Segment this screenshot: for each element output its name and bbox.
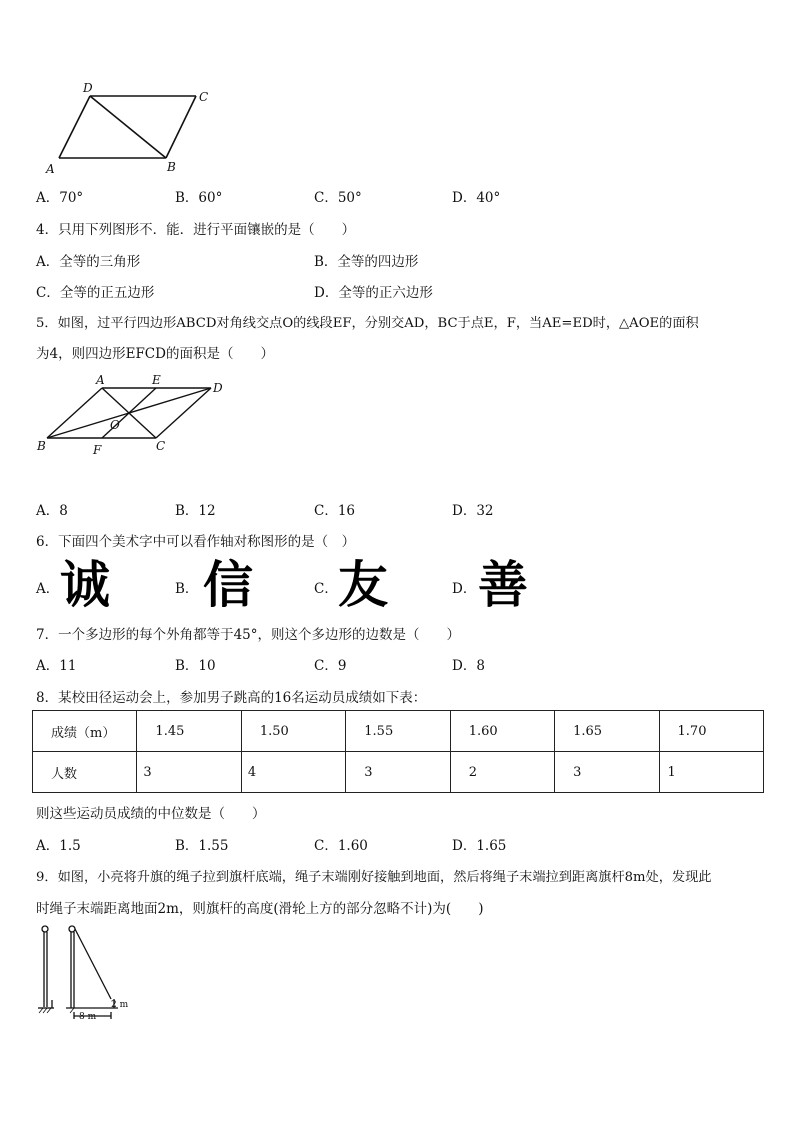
q6-char-b[interactable]: 信 [203, 556, 253, 614]
q6-char-a[interactable]: 诚 [60, 556, 110, 614]
q3-option-b[interactable]: B．60° [175, 190, 223, 206]
q6-char-c[interactable]: 友 [338, 556, 388, 614]
table-row [33, 711, 764, 752]
vertex-c-label: C [199, 90, 209, 104]
q5-option-b[interactable]: B．12 [175, 503, 216, 519]
q5-option-d[interactable]: D．32 [452, 503, 494, 519]
flagpole-figure [36, 920, 136, 1024]
q7-option-d[interactable]: D．8 [452, 658, 485, 674]
table-header-cell: 人数 [33, 752, 137, 793]
q7-option-b[interactable]: B．10 [175, 658, 216, 674]
table-cell: 1.45 [137, 711, 241, 752]
q8-stem: 8．某校田径运动会上，参加男子跳高的16名运动员成绩如下表： [36, 690, 427, 706]
q9-stem-line1: 9．如图，小亮将升旗的绳子拉到旗杆底端，绳子末端刚好接触到地面，然后将绳子末端拉到距离旗杆8m处，发现此 [36, 870, 712, 885]
vertex-a-label: A [46, 162, 55, 176]
q8-option-c[interactable]: C．1.60 [314, 838, 368, 854]
table-cell: 1.60 [450, 711, 554, 752]
q9-stem-line2: 时绳子末端距离地面2m，则旗杆的高度(滑轮上方的部分忽略不计)为( ) [36, 901, 484, 917]
table-cell: 1.55 [346, 711, 450, 752]
q8-option-a[interactable]: A．1.5 [36, 838, 81, 854]
height-2m-label: 2 m [111, 1000, 129, 1010]
table-cell: 1.70 [659, 711, 763, 752]
table-cell: 3 [555, 752, 659, 793]
table-cell: 2 [450, 752, 554, 793]
table-cell: 4 [241, 752, 345, 793]
table-cell: 1 [659, 752, 763, 793]
parallelogram-eofd-figure [30, 370, 240, 485]
q6-option-a[interactable]: A． [36, 581, 60, 597]
q3-option-a[interactable]: A．70° [36, 190, 84, 206]
q5-option-c[interactable]: C．16 [314, 503, 356, 519]
point-f-label: F [93, 443, 102, 457]
vertex-d-label: D [83, 81, 93, 95]
q7-option-a[interactable]: A．11 [36, 658, 77, 674]
q3-option-d[interactable]: D．40° [452, 190, 501, 206]
q8-followup: 则这些运动员成绩的中位数是（ ） [36, 806, 266, 822]
point-o-label: O [110, 418, 120, 432]
q5-option-a[interactable]: A．8 [36, 503, 68, 519]
point-a-label: A [96, 373, 105, 387]
q4-option-a[interactable]: A．全等的三角形 [36, 254, 141, 270]
q8-option-d[interactable]: D．1.65 [452, 838, 507, 854]
q6-option-b[interactable]: B． [175, 581, 199, 597]
q4-option-d[interactable]: D．全等的正六边形 [314, 285, 433, 301]
q5-stem-line2: 为4，则四边形EFCD的面积是（ ） [36, 346, 274, 362]
distance-8m-label: 8 m [79, 1012, 97, 1022]
table-cell: 1.50 [241, 711, 345, 752]
q6-char-d[interactable]: 善 [478, 556, 528, 614]
q6-option-d[interactable]: D． [452, 581, 477, 597]
table-cell: 3 [346, 752, 450, 793]
point-b-label: B [37, 439, 46, 453]
q3-option-c[interactable]: C．50° [314, 190, 362, 206]
table-cell: 3 [137, 752, 241, 793]
table-row [33, 752, 764, 793]
q6-option-c[interactable]: C． [314, 581, 338, 597]
q8-option-b[interactable]: B．1.55 [175, 838, 229, 854]
point-d-label: D [213, 381, 223, 395]
q6-stem: 6．下面四个美术字中可以看作轴对称图形的是（ ） [36, 534, 356, 550]
score-table [32, 710, 764, 793]
point-e-label: E [152, 373, 161, 387]
q7-stem: 7．一个多边形的每个外角都等于45°，则这个多边形的边数是（ ） [36, 627, 461, 643]
table-cell: 1.65 [555, 711, 659, 752]
q4-option-c[interactable]: C．全等的正五边形 [36, 285, 155, 301]
vertex-b-label: B [167, 160, 176, 174]
parallelogram-abcd-figure [40, 78, 230, 180]
table-header-cell: 成绩（m） [33, 711, 137, 752]
q4-stem: 4．只用下列图形不．能．进行平面镶嵌的是（ ） [36, 222, 356, 238]
q7-option-c[interactable]: C．9 [314, 658, 347, 674]
point-c-label: C [156, 439, 166, 453]
q4-option-b[interactable]: B．全等的四边形 [314, 254, 419, 270]
q5-stem-line1: 5．如图，过平行四边形ABCD对角线交点O的线段EF，分别交AD，BC于点E，F，当AE=ED时，△AOE的面积 [36, 316, 699, 331]
